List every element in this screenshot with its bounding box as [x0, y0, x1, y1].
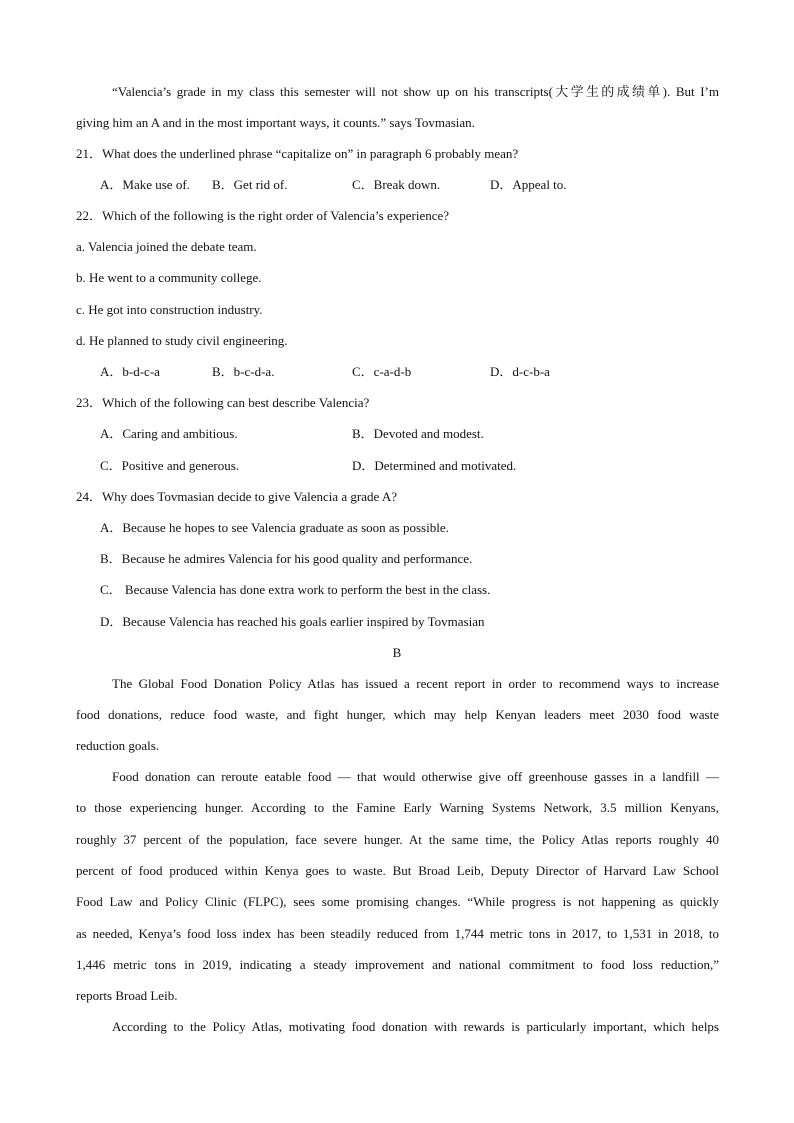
- passage-line: Food Law and Policy Clinic (FLPC), sees some promising changes. “While progress is not happening as quickly: [76, 894, 719, 909]
- passage-line: “Valencia’s grade in my class this semester will not show up on his transcripts(大学生的成绩单). But I’m: [112, 84, 719, 99]
- q22-option-d[interactable]: D．d-c-b-a: [490, 364, 550, 379]
- question-21-stem: 21．What does the underlined phrase “capitalize on” in paragraph 6 probably mean?: [76, 146, 519, 161]
- passage-line: Food donation can reroute eatable food — that would otherwise give off greenhouse gasses in a landfill —: [112, 769, 719, 784]
- passage-line: percent of food produced within Kenya goes to waste. But Broad Leib, Deputy Director of Harvard Law School: [76, 863, 719, 878]
- q21-option-c[interactable]: C．Break down.: [352, 177, 441, 192]
- q22-sequence-item: b. He went to a community college.: [76, 270, 262, 285]
- question-23-stem: 23．Which of the following can best describe Valencia?: [76, 395, 370, 410]
- question-22-stem: 22．Which of the following is the right order of Valencia’s experience?: [76, 208, 450, 223]
- passage-line: reports Broad Leib.: [76, 988, 178, 1003]
- q24-option-a[interactable]: A．Because he hopes to see Valencia graduate as soon as possible.: [100, 520, 449, 535]
- question-24-stem: 24．Why does Tovmasian decide to give Valencia a grade A?: [76, 489, 397, 504]
- q22-option-b[interactable]: B．b-c-d-a.: [212, 364, 275, 379]
- q22-sequence-item: c. He got into construction industry.: [76, 302, 263, 317]
- passage-line: giving him an A and in the most important ways, it counts.” says Tovmasian.: [76, 115, 475, 130]
- passage-line: to those experiencing hunger. According to the Famine Early Warning Systems Network, 3.5 million Kenyans,: [76, 800, 719, 815]
- q22-sequence-item: d. He planned to study civil engineering.: [76, 333, 288, 348]
- q23-option-c[interactable]: C．Positive and generous.: [100, 458, 240, 473]
- passage-line: as needed, Kenya’s food loss index has been steadily reduced from 1,744 metric tons in 2017, to 1,531 in 2018, to: [76, 926, 719, 941]
- passage-line: reduction goals.: [76, 738, 160, 753]
- q23-option-a[interactable]: A．Caring and ambitious.: [100, 426, 238, 441]
- q22-option-c[interactable]: C．c-a-d-b: [352, 364, 412, 379]
- q24-option-d[interactable]: D．Because Valencia has reached his goals earlier inspired by Tovmasian: [100, 614, 485, 629]
- q22-option-a[interactable]: A．b-d-c-a: [100, 364, 160, 379]
- section-b-heading: B: [392, 645, 402, 660]
- q23-option-d[interactable]: D．Determined and motivated.: [352, 458, 517, 473]
- q24-option-b[interactable]: B．Because he admires Valencia for his good quality and performance.: [100, 551, 473, 566]
- passage-line: 1,446 metric tons in 2019, indicating a steady improvement and national commitment to food loss reduction,”: [76, 957, 719, 972]
- passage-line: According to the Policy Atlas, motivating food donation with rewards is particularly important, which helps: [112, 1019, 719, 1034]
- passage-line: The Global Food Donation Policy Atlas has issued a recent report in order to recommend ways to increase: [112, 676, 719, 691]
- q23-option-b[interactable]: B．Devoted and modest.: [352, 426, 484, 441]
- q21-option-a[interactable]: A．Make use of.: [100, 177, 190, 192]
- passage-line: food donations, reduce food waste, and fight hunger, which may help Kenyan leaders meet 2030 food waste: [76, 707, 719, 722]
- q21-option-b[interactable]: B．Get rid of.: [212, 177, 288, 192]
- q24-option-c[interactable]: C． Because Valencia has done extra work to perform the best in the class.: [100, 582, 491, 597]
- q22-sequence-item: a. Valencia joined the debate team.: [76, 239, 257, 254]
- q21-option-d[interactable]: D．Appeal to.: [490, 177, 567, 192]
- passage-line: roughly 37 percent of the population, face severe hunger. At the same time, the Policy Atlas reports roughly 40: [76, 832, 719, 847]
